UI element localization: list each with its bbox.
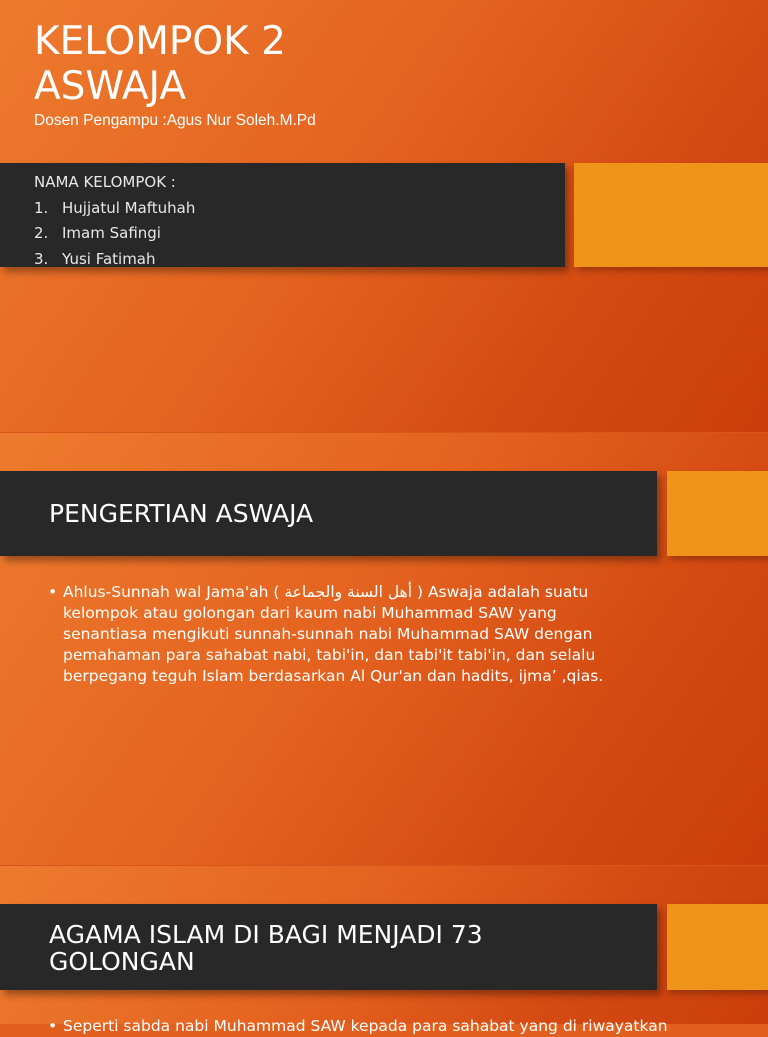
accent-box	[574, 163, 768, 267]
member-name: Hujjatul Maftuhah	[62, 198, 196, 217]
members-bar	[0, 163, 565, 267]
slide-definition	[0, 433, 768, 866]
definition-text: Ahlus-Sunnah wal Jama'ah ( أهل السنة والجماعة ) Aswaja adalah suatu kelompok atau golongan dari kaum nabi Muhammad SAW yang senantiasa mengikuti sunnah-sunnah nabi Muhammad SAW dengan pemahaman para sahabat nabi, tabi'in, dan tabi'it tabi'in, dan selalu berpegang teguh Islam berdasarkan Al Qur'an dan hadits, ijma’ ,qias.	[63, 583, 604, 685]
accent-box	[667, 471, 768, 556]
lecturer-subtitle: Dosen Pengampu :Agus Nur Soleh.M.Pd	[34, 112, 316, 129]
members-block	[0, 163, 565, 272]
member-name: Imam Safingi	[62, 224, 161, 242]
list-item	[34, 196, 565, 222]
member-name: Yusi Fatimah	[62, 249, 156, 268]
heading-line-1: AGAMA ISLAM DI BAGI MENJADI 73	[49, 920, 483, 949]
list-number: 1.	[34, 198, 49, 217]
list-item	[34, 247, 565, 273]
bullet-dot: •	[48, 583, 58, 601]
title-line-2: ASWAJA	[34, 64, 187, 109]
bullet-dot: •	[48, 1017, 58, 1035]
list-number: 2.	[34, 224, 49, 242]
slide-groups	[0, 866, 768, 1035]
heading-line-2: GOLONGAN	[49, 947, 195, 976]
accent-box	[667, 904, 768, 990]
slide-heading: PENGERTIAN ASWAJA	[49, 499, 314, 528]
list-number: 3.	[34, 249, 49, 268]
slide-heading	[49, 921, 483, 975]
list-item	[48, 582, 618, 687]
presentation-title	[34, 19, 286, 109]
list-item	[48, 1016, 668, 1037]
list-item	[34, 221, 565, 247]
slide-title	[0, 0, 768, 433]
title-line-1: KELOMPOK 2	[34, 19, 286, 64]
hadith-text: Seperti sabda nabi Muhammad SAW kepada para sahabat yang di riwayatkan	[63, 1017, 668, 1035]
members-list	[34, 196, 565, 273]
members-heading: NAMA KELOMPOK :	[34, 173, 176, 191]
